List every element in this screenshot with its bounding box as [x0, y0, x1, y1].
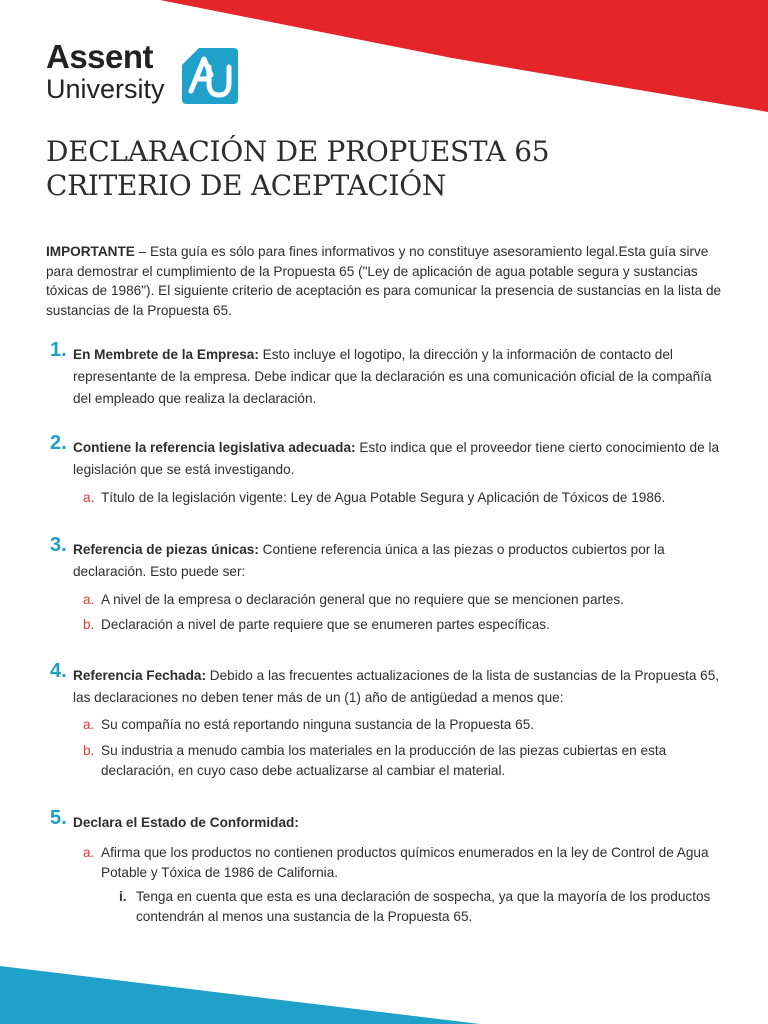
assent-university-logo — [46, 40, 246, 110]
list-item-3 — [46, 534, 726, 583]
item-text — [73, 665, 726, 709]
list-item-5 — [46, 807, 726, 834]
item-number: 4. — [50, 660, 67, 682]
sub-text: Título de la legislación vigente: Ley de Agua Potable Segura y Aplicación de Tóxicos de 1986. — [101, 490, 666, 505]
sub-text: A nivel de la empresa o declaración general que no requiere que se mencionen partes. — [101, 592, 624, 607]
logo-word-assent: Assent — [46, 38, 154, 75]
item-number: 5. — [50, 807, 67, 829]
item-body: Esto indica que el proveedor tiene cierto conocimiento de la legislación que se está investigando. — [73, 440, 720, 477]
item-heading: Referencia Fechada: — [73, 668, 206, 683]
intro-bold-label: IMPORTANTE — [46, 244, 135, 259]
sub-item-3b — [83, 615, 723, 635]
item-number: 3. — [50, 534, 67, 556]
roman-numeral: i. — [119, 889, 127, 904]
sub-letter: a. — [83, 490, 95, 505]
bottom-blue-banner — [0, 966, 480, 1024]
item-text — [73, 344, 726, 410]
sub-letter: a. — [83, 717, 95, 732]
sub-letter: a. — [83, 592, 95, 607]
sub-item-5a — [83, 843, 723, 883]
sub-text: Afirma que los productos no contienen productos químicos enumerados en la ley de Control de Agua Potable y Tóxica de 1986 de California. — [101, 845, 709, 880]
item-heading: Contiene la referencia legislativa adecuada: — [73, 440, 356, 455]
item-text — [73, 539, 726, 583]
list-item-1 — [46, 339, 726, 410]
list-item-2 — [46, 432, 726, 481]
sub-text: Su industria a menudo cambia los materiales en la producción de las piezas cubiertas en esta declaración, en cuyo caso debe actualizarse al cambiar el material. — [101, 743, 667, 778]
sub-item-4b — [83, 741, 723, 781]
item-body: Esto incluye el logotipo, la dirección y la información de contacto del representante de la empresa. Debe indicar que la declaración es una comunicación oficial de la compañía del empleado que realiza la declaración. — [73, 347, 712, 406]
sub-text: Su compañía no está reportando ninguna sustancia de la Propuesta 65. — [101, 717, 535, 732]
title-line-1: DECLARACIÓN DE PROPUESTA 65 — [46, 135, 550, 168]
sub-item-2a — [83, 488, 723, 508]
item-heading: Referencia de piezas únicas: — [73, 542, 259, 557]
sub-letter: a. — [83, 845, 95, 860]
item-text — [73, 812, 726, 834]
logo-word-university: University — [46, 74, 165, 104]
item-text — [73, 437, 726, 481]
sub-item-4a — [83, 715, 723, 735]
top-red-banner — [160, 0, 768, 112]
title-line-2: CRITERIO DE ACEPTACIÓN — [46, 169, 447, 202]
sub-sub-text: Tenga en cuenta que esta es una declaración de sospecha, ya que la mayoría de los productos contendrán al menos una sustancia de la Propuesta 65. — [136, 889, 711, 924]
list-item-4 — [46, 660, 726, 709]
sub-item-3a — [83, 590, 723, 610]
item-heading: En Membrete de la Empresa: — [73, 347, 259, 362]
item-body: Contiene referencia única a las piezas o productos cubiertos por la declaración. Esto puede ser: — [73, 542, 665, 579]
sub-text: Declaración a nivel de parte requiere que se enumeren partes específicas. — [101, 617, 550, 632]
intro-text: – Esta guía es sólo para fines informativos y no constituye asesoramiento legal.Esta guía sirve para demostrar el cumplimiento de la Propuesta 65 ("Ley de aplicación de agua potable segura y sustancias tóxicas de 1986"). El siguiente criterio de aceptación es para comunicar la presencia de sustancias en la lista de sustancias de la Propuesta 65. — [46, 244, 722, 318]
sub-sub-item-5a-i — [119, 887, 719, 927]
sub-letter: b. — [83, 617, 95, 632]
item-number: 2. — [50, 432, 67, 454]
assent-au-icon — [179, 45, 241, 107]
item-number: 1. — [50, 339, 67, 361]
page-title — [46, 135, 726, 203]
item-body: Debido a las frecuentes actualizaciones de la lista de sustancias de la Propuesta 65, las declaraciones no deben tener más de un (1) año de antigüedad a menos que: — [73, 668, 720, 705]
sub-letter: b. — [83, 743, 95, 758]
item-heading: Declara el Estado de Conformidad: — [73, 815, 299, 830]
intro-paragraph — [46, 242, 726, 320]
